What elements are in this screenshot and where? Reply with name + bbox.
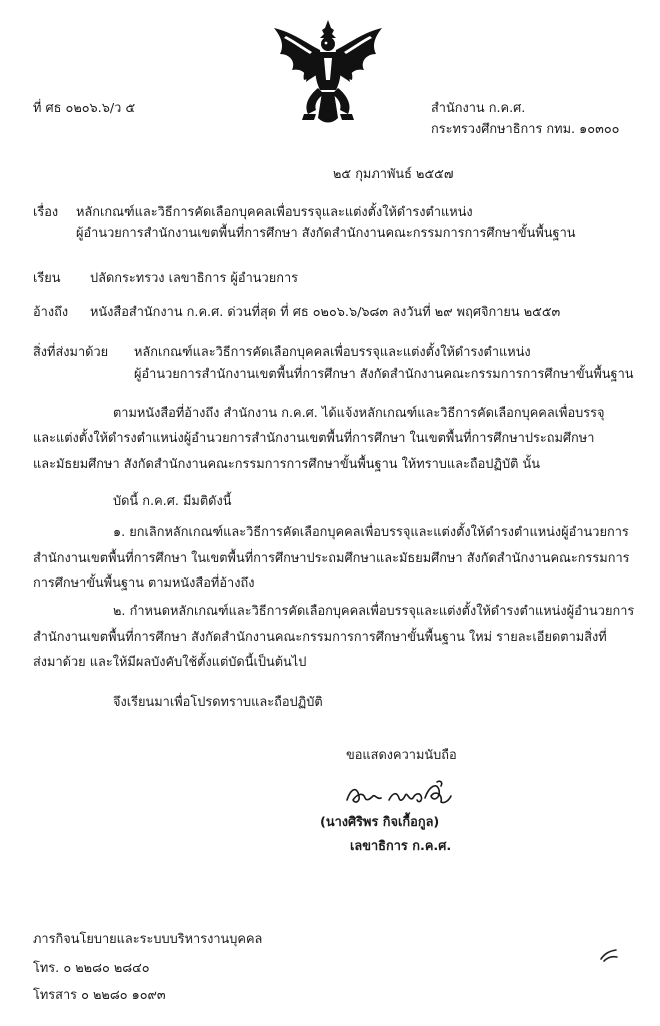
item-2-line-2: สำนักงานเขตพื้นที่การศึกษา สังกัดสำนักงานคณะกรรมการการศึกษาขั้นพื้นฐาน ใหม่ รายละเอียดตามสิ่งที่ — [33, 630, 607, 645]
recipient-text: ปลัดกระทรวง เลขาธิการ ผู้อำนวยการ — [90, 271, 299, 286]
recipient-label: เรียน — [33, 271, 61, 286]
subject-line-2: ผู้อำนวยการสำนักงานเขตพื้นที่การศึกษา สังกัดสำนักงานคณะกรรมการการศึกษาขั้นพื้นฐาน — [76, 226, 576, 241]
body-paragraph-1-line-3: และมัธยมศึกษา สังกัดสำนักงานคณะกรรมการการศึกษาขั้นพื้นฐาน ให้ทราบและถือปฏิบัติ นั้น — [33, 457, 540, 472]
body-paragraph-1-line-2: และแต่งตั้งให้ดำรงตำแหน่งผู้อำนวยการสำนักงานเขตพื้นที่การศึกษา ในเขตพื้นที่การศึกษาประถมศึกษา — [33, 431, 595, 446]
office-name: สำนักงาน ก.ค.ศ. — [431, 101, 526, 116]
item-2-line-1: ๒. กำหนดหลักเกณฑ์และวิธีการคัดเลือกบุคคลเพื่อบรรจุและแต่งตั้งให้ดำรงตำแหน่งผู้อำนวยการ — [113, 604, 635, 619]
body-paragraph-1-line-1: ตามหนังสือที่อ้างถึง สำนักงาน ก.ค.ศ. ได้แจ้งหลักเกณฑ์และวิธีการคัดเลือกบุคคลเพื่อบรรจุ — [113, 406, 605, 421]
letter-date: ๒๕ กุมภาพันธ์ ๒๕๕๗ — [333, 167, 454, 182]
subject-label: เรื่อง — [33, 205, 59, 220]
subject-line-1: หลักเกณฑ์และวิธีการคัดเลือกบุคคลเพื่อบรรจุและแต่งตั้งให้ดำรงตำแหน่ง — [76, 205, 473, 220]
item-1-line-1: ๑. ยกเลิกหลักเกณฑ์และวิธีการคัดเลือกบุคคลเพื่อบรรจุและแต่งตั้งให้ดำรงตำแหน่งผู้อำนวยการ — [113, 525, 629, 540]
signer-name: (นางศิริพร กิจเกื้อกูล) — [320, 815, 440, 830]
item-1-line-2: สำนักงานเขตพื้นที่การศึกษา ในเขตพื้นที่การศึกษาประถมศึกษาและมัธยมศึกษา สังกัดสำนักงานคณะกรรมการ — [33, 551, 630, 566]
enclosure-line-1: หลักเกณฑ์และวิธีการคัดเลือกบุคคลเพื่อบรรจุและแต่งตั้งให้ดำรงตำแหน่ง — [134, 345, 531, 360]
enclosure-line-2: ผู้อำนวยการสำนักงานเขตพื้นที่การศึกษา สังกัดสำนักงานคณะกรรมการการศึกษาขั้นพื้นฐาน — [134, 367, 634, 382]
footer-fax: โทรสาร ๐ ๒๒๘๐ ๑๐๙๓ — [33, 988, 166, 1003]
reference-text: หนังสือสำนักงาน ก.ค.ศ. ด่วนที่สุด ที่ ศธ ๐๒๐๖.๖/๖๘๓ ลงวันที่ ๒๙ พฤศจิกายน ๒๕๕๓ — [90, 305, 561, 320]
signer-position: เลขาธิการ ก.ค.ศ. — [350, 839, 452, 854]
item-1-line-3: การศึกษาขั้นพื้นฐาน ตามหนังสือที่อ้างถึง — [33, 576, 255, 591]
garuda-emblem-icon — [268, 18, 388, 128]
signature-scribble-icon — [345, 778, 455, 810]
reference-number: ที่ ศธ ๐๒๐๖.๖/ว ๕ — [33, 101, 136, 116]
enclosure-label: สิ่งที่ส่งมาด้วย — [33, 345, 109, 360]
body-paragraph-2: บัดนี้ ก.ค.ศ. มีมติดังนี้ — [113, 494, 232, 509]
item-2-line-3: ส่งมาด้วย และให้มีผลบังคับใช้ตั้งแต่บัดนี้เป็นต้นไป — [33, 655, 307, 670]
footer-department: ภารกิจนโยบายและระบบบริหารงานบุคคล — [33, 932, 263, 947]
regards-text: ขอแสดงความนับถือ — [346, 748, 457, 763]
footer-phone: โทร. ๐ ๒๒๘๐ ๒๘๔๐ — [33, 961, 150, 976]
closing-sentence: จึงเรียนมาเพื่อโปรดทราบและถือปฏิบัติ — [113, 695, 323, 710]
reference-label: อ้างถึง — [33, 305, 69, 320]
scribble-mark-icon — [598, 945, 620, 965]
office-address: กระทรวงศึกษาธิการ กทม. ๑๐๓๐๐ — [431, 122, 620, 137]
